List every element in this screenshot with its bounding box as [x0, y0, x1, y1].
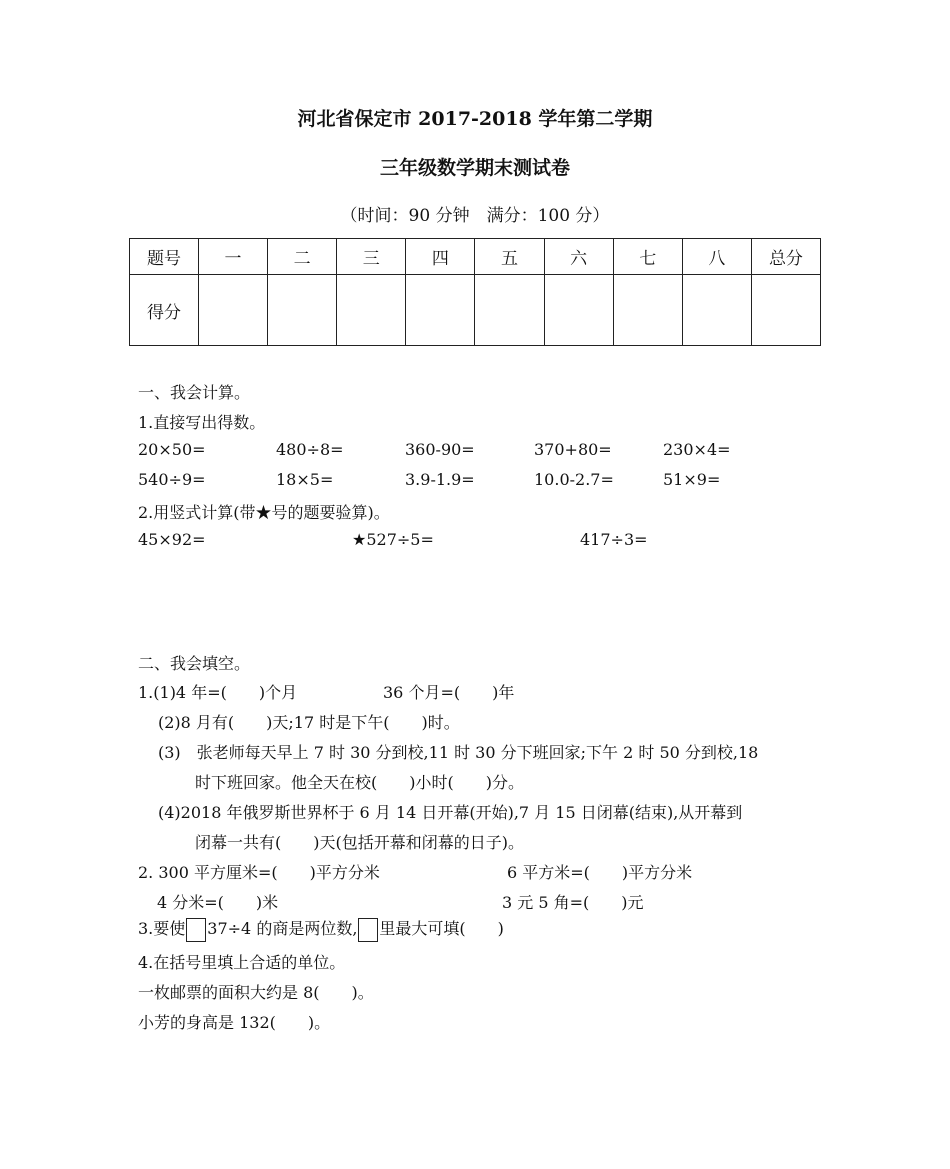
calc-item: 480÷8= [276, 440, 344, 459]
q1-label: 1.直接写出得数。 [138, 413, 266, 432]
section2-heading: 二、我会填空。 [138, 654, 251, 673]
fill-item: 小芳的身高是 132( )。 [138, 1013, 331, 1032]
blank-box [186, 918, 206, 942]
fill-item-q3 [138, 916, 504, 942]
fill-item: (4)2018 年俄罗斯世界杯于 6 月 14 日开幕(开始),7 月 15 日闭幕(结束),从开幕到 [158, 803, 743, 822]
calc-item: 230×4= [663, 440, 731, 459]
fill-item: 1.(1)4 年=( )个月 [138, 683, 298, 702]
fill-item: 3 元 5 角=( )元 [502, 893, 644, 912]
calc-item: 370+80= [534, 440, 612, 459]
fill-item: 闭幕一共有( )天(包括开幕和闭幕的日子)。 [195, 833, 524, 852]
exam-title-line1: 河北省保定市 2017-2018 学年第二学期 [297, 108, 653, 130]
score-cell [406, 275, 475, 346]
header-cell: 总分 [751, 239, 820, 275]
blank-box [358, 918, 378, 942]
header-cell: 题号 [130, 239, 199, 275]
header-cell: 三 [337, 239, 406, 275]
header-cell: 六 [544, 239, 613, 275]
score-cell [337, 275, 406, 346]
score-table-header-row [130, 239, 821, 275]
q2-label: 2.用竖式计算(带★号的题要验算)。 [138, 503, 390, 522]
fill-item: 2. 300 平方厘米=( )平方分米 [138, 863, 380, 882]
section1-heading: 一、我会计算。 [138, 383, 251, 402]
fill-item: (3) 张老师每天早上 7 时 30 分到校,11 时 30 分下班回家;下午 2 时 50 分到校,18 [158, 743, 759, 762]
score-cell [544, 275, 613, 346]
score-cell [268, 275, 337, 346]
score-cell [199, 275, 268, 346]
fill-item: (2)8 月有( )天;17 时是下午( )时。 [158, 713, 460, 732]
fill-item: 6 平方米=( )平方分米 [507, 863, 693, 882]
header-cell: 二 [268, 239, 337, 275]
calc-item: 18×5= [276, 470, 334, 489]
calc-item: 10.0-2.7= [534, 470, 614, 489]
fill-item: 36 个月=( )年 [383, 683, 515, 702]
header-cell: 八 [682, 239, 751, 275]
exam-subtitle: （时间：90 分钟 满分：100 分） [340, 206, 610, 226]
vertical-calc-item: ★527÷5= [352, 530, 434, 549]
calc-item: 20×50= [138, 440, 206, 459]
fill-item: 一枚邮票的面积大约是 8( )。 [138, 983, 374, 1002]
score-table-score-row [130, 275, 821, 346]
vertical-calc-item: 417÷3= [580, 530, 648, 549]
header-cell: 七 [613, 239, 682, 275]
calc-item: 360-90= [405, 440, 475, 459]
score-cell [475, 275, 544, 346]
score-row-label: 得分 [130, 275, 199, 346]
score-cell [751, 275, 820, 346]
header-cell: 五 [475, 239, 544, 275]
calc-item: 3.9-1.9= [405, 470, 475, 489]
fill-item: 时下班回家。他全天在校( )小时( )分。 [195, 773, 524, 792]
score-cell [682, 275, 751, 346]
q3-text-part3: 里最大可填( ) [379, 919, 504, 938]
fill-item: 4 分米=( )米 [157, 893, 279, 912]
exam-title-line2: 三年级数学期末测试卷 [379, 157, 570, 179]
q3-text-part2: 37÷4 的商是两位数, [207, 919, 358, 938]
q3-text-part1: 3.要使 [138, 919, 186, 938]
score-cell [613, 275, 682, 346]
calc-item: 51×9= [663, 470, 721, 489]
header-cell: 四 [406, 239, 475, 275]
q4-label: 4.在括号里填上合适的单位。 [138, 953, 346, 972]
header-cell: 一 [199, 239, 268, 275]
score-table [129, 238, 821, 346]
calc-item: 540÷9= [138, 470, 206, 489]
vertical-calc-item: 45×92= [138, 530, 206, 549]
